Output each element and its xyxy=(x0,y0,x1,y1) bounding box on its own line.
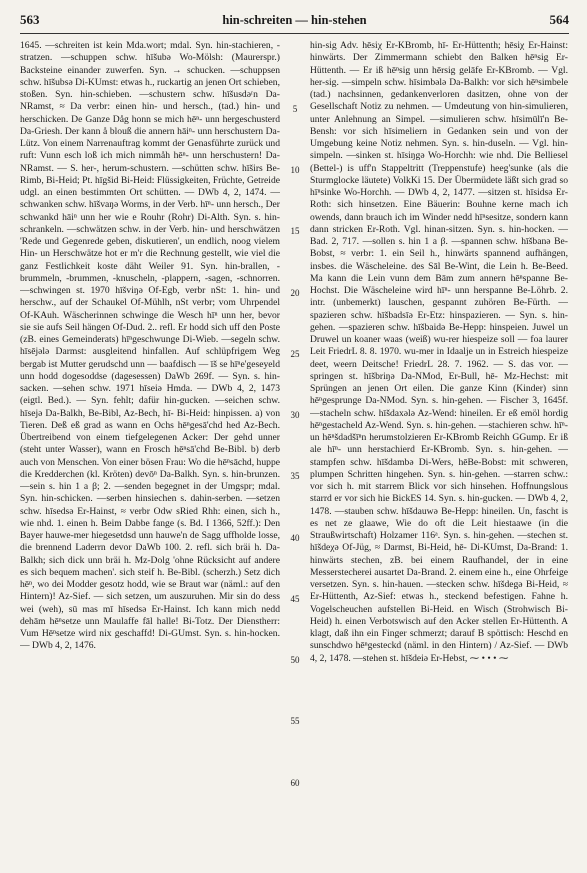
line-number: 40 xyxy=(290,533,300,543)
line-number: 45 xyxy=(290,594,300,604)
line-number: 10 xyxy=(290,165,300,175)
line-number: 15 xyxy=(290,226,300,236)
line-number: 20 xyxy=(290,288,300,298)
page-number-left: 563 xyxy=(20,12,40,27)
line-number-gutter xyxy=(282,40,308,863)
right-column-text: hin-sig Adv. hēsiχ Er-KBromb, hī- Er-Hüttenth; hēsiχ Er-Hainst: hinwärts. Der Zimmermann schiebt den Balken hēⁿsig Er-Hüttenth. — Er iß hēⁿsig unn hērsig gelāfe Er-KBromb. — Vgl. her-sig. —simpeln schw. hīsimbǝlǝ Da-Balkh: vor sich hēⁿsimbele (tad.) nachsinnen, gedankenverloren dasitzen, ohne von der Gesellschaft Notiz zu nehmen. — Umdeutung von hin-simulieren, unter Anlehnung an Simpel. —simulieren schw. hīsimūlī'n Be-Bensh: vor sich hīsimeliern in Gedanken sein und von der Umgebung keine Notiz nehmen. Syn. s. hin-duseln. — Vgl. hin-simpeln. —sinken st. hīsiŋgǝ Wo-Horchh: wie nhd. Die Belliesel (Bettel-) is uff'n Stappeltritt (Treppenstufe) heeg'sunke (als die Sturmglocke läutete) VolkKi 15. Der Übermüdete läßt sich grad so hīⁿsinke Wo-Horchh. — DWb 4, 2, 1477. —sitzen st. hīsidsǝ Er-Roth: sich hinsetzen. Eine Bäuerin: Bouhne kerne mach ich owends, dann brauch ich im Winder nedd hīⁿsesitze, sondern kann dann stricken Er-Roth. Vgl. hinan-sitzen. Syn. s. hin-hocken. — Bad. 2, 717. —sollen s. hin 1 a β. —spannen schw. hīšbanǝ Be-Bobst, ≈ verbr: 1. ein Seil h., hinwärts spannend aufhängen, insbes. die Wäscheleine. des Sāl Be-Wint, die Lein h. Be-Beed. Ma kann die Lein vunn dem Bām zum annern hēⁿspanne Be-Hochst. Die Wäscheleine wird hīⁿ- unn herspanne Be-Löhrb. 2. intr. (unbemerkt) lauschen, gespannt zuhören Be-Fürth. —spazieren schw. hīšbadsīǝ Er-Etz: hinspazieren. — Syn. s. hin-gehen. —spazieren schw. hīšbaidǝ Be-Hepp: hinspeien. Juwel un Druwel un koaner waas (weiß) wu-rer hiespeize soll — foa laurer Leit FriedrL 8. 8. 1970. wu-mer in Idaalje un in Estreich hiespeize deet, weern Deitsche! FriedrL 28. 7. 1962. — S. das vor. —springen st. hīšbriŋǝ Da-NMod, Er-Bull, hē- Mz-Hechst: mit Sprüngen an jenen Ort eilen. Die ganze Kinn (Kinder) sinn hēⁿgesprunge Da-NMod. Syn. s. hin-gehen. — Fischer 3, 1645f. —stacheln schw. hīšdaxǝlǝ Az-Wend: hineilen. Er eß emöl hordig hēⁿgestacheld Az-Wend. Syn. s. hin-gehen. —stachieren schw. hīⁿ- un hēⁿšdadšīⁿn herumstolzieren Er-KBromb Reichh GGump. Er iß ale hīⁿ- unn herstachierd Er-KBromb. Syn. s. hin-gehen. —stampfen schw. hīšdambǝ Di-Wers, hēBe-Bobst: mit schweren, plumpen Schritten hingehen. Syn. s. hin-gehen. —starren schw.: vor sich h. mit starrem Blick vor sich hinsehen. Hoffnungslous starrd er vor sich hie BickES 14. Syn. s. hin-gucken. — DWb 4, 2, 1478. —stauben schw. hīšdauwǝ Be-Hepp: hineilen. Un, fascht is es net ze glaawe, Wie do oft die Leit hiestaawe (in die Straußwirtschaft) Holzamer 116ᵃ. Syn. s. hin-gehen. —stechen st. hīšdeχǝ Of-Jüg, ≈ Darmst, Bi-Heid, hē- Di-KUmst, Da-Brand: 1. hinwärts stechen, zB. bei einem Raufhandel, der in eine Messerstecherei ausartet Da-Brand. 2. einem eine h., eine Ohrfeige versetzen. Syn. s. hin-hauen. —stecken schw. hīšdegǝ Bi-Heid, ≈ Er-Hüttenth, Az-Sief: etwas h., steckend befestigen. Fahne h. Vogelscheuchen aufstellen Bi-Heid. en Wisch (Strohwisch Bi-Heid) h. einen Verbotswisch auf den Acker stellen Er-Hüttenth. A klagt, daß ihn ein Finger schmerzt; darauf B spöttisch: Heschd en sunschdwo hēⁿgesteckd (näml. in den Hintern) / Az-Sief. — DWb 4, 2, 1478. —stehen st. hīšdeiǝ Er-Hebst, ⁓ • • • ⁓ xyxy=(310,40,568,664)
line-number: 50 xyxy=(290,655,300,665)
line-number: 35 xyxy=(290,471,300,481)
running-head: hin-schreiten — hin-stehen xyxy=(222,12,367,27)
left-column xyxy=(20,40,280,863)
line-number: 30 xyxy=(290,410,300,420)
page-header xyxy=(20,10,569,30)
line-number: 25 xyxy=(290,349,300,359)
header-rule xyxy=(20,33,569,34)
line-number: 60 xyxy=(290,778,300,788)
line-number: 55 xyxy=(290,716,300,726)
line-number: 5 xyxy=(292,104,298,114)
left-column-text: 1645. —schreiten ist kein Mda.wort; mdal. Syn. hin-stachieren, -stratzen. —schuppen schw. hīšubǝ Wo-Mölsh: (Maurerspr.) Backsteine einander zuwerfen. Syn. → schucken. —schuppsen schw. hīšubsǝ Di-KUmst: etwas h., ruckartig an jenen Ort schieben, stoßen. Syn. hin-schieben. —schustern schw. hīšusdǝʳn Da-NRamst, ≈ Da verbr: einen hin- und hersch., (tad.) hin- und herschicken. De Ganze Dåg honn se mich hēⁿ- unn hergeschusterd Da-Griesh. Der kann å blouß die annern hāiⁿ- unn herschustern Da-Lütz. Von einem Narrenauftrag kommt der Genasführte zurück und ruft: Vunn esch loß ich mich nimmåh hēⁿ- unn herschustern! Da-NRamst. — S. her-, herum-schustern. —schütten schw. hīširs Be-Rimb, Bi-Heid; Pt. hīgšid Bi-Heid: Flüssigkeiten, Früchte, Getreide udgl. an einen bestimmten Ort schütten. — DWb 4, 2, 1474. —schwanken schw. hīšvaŋǝ Worms, in der Verb. hīⁿ- unn hersch., Der schwankd hāiⁿ unn her wie e Rouhr (Rohr) Di-Alth. Syn. s. hin-schrankeln. —schwätzen schw. in der Verb. hin- und herschwätzen 'Rede und Gegenrede geben, diskutieren', un endlich, noog vielem Hin- un Herschwätze hot er m'r die Rechnung gestellt, wie viel die ganz Festlichkeit koste däht Weiler 91. Syn. hin-brallen, -brummeln, -brummen, -knuscheln, -plappern, -sagen, -schnorren. —schwingen st. 1970 hīšviŋǝ Of-Egb, verbr nSt: 1. hin- und herschw., auf der Schaukel Of-Mühlh, nSt verbr; vom Uhrpendel Of-KAuh. Wäscherinnen schwinge die Wesch hīⁿ unn her, bevor sie sie aufs Seil hängen Of-Dud. 2.. refl. Er hodd sich uff den Poste (zB. eines Gemeinderats) hīⁿgeschwunge Di-Wieb. —segeln schw. hīsējǝlǝ Darmst: ausgleitend hinfallen. Auf schlüpfrigem Weg bergab ist Mutter gerudschd unn — baafdisch — īš se hīⁿe'geseyeld unn hodd dogesoddse (dagesessen) DaWb 269f. — Syn. s. hin-sacken. —sehen schw. 1971 hīseiǝ Hmda. — DWb 4, 2, 1473 (eigtl. Bed.). — Syn. fehlt; dafür hin-gucken. —seichen schw. hīsejǝ Da-Balkh, Be-Bibl, Az-Bech, hī- Bi-Heid: hinpissen. a) von Tieren. Deß eß grad as wann en Ochs hēⁿgesā'chd hed Az-Bech. Übertreibend von einem tiefgelegenen Acker: Der gehd unner (steht unter Wasser), wann en Frosch hēⁿsā'chd Be-Bibl. b) derb auch von Menschen. Von einer bösen Frau: Wo die hēⁿsāchd, huppe die Kredderchen (kl. Kröten) devōⁿ Da-Balkh. Syn. s. hin-brunzen. —sein s. hin 1 a β; 2. —senden begegnet in der Umgspr; mdal. Syn. hin-schicken. —serben hinsiechen s. dahin-serben. —setzen schw. hīsedsǝ Er-Hainst, ≈ verbr Odw sRied Rhh: einen, sich h., wie nhd. 1. einen h. Beim Dabbe fange (s. Bd. I 1366, 52ff.): Den Bayer hauwe-mer hiegesetdsd unn hauwe'n de Sagg uffholde losse, die brennend Laderrn devor DaWb 100. 2. refl. sich bräi h. Da-Balkh; sich dick unn bräi h. Mz-Dolg 'ohne Rücksicht auf andere es sich bequem machen'. sich steif h. Be-Bibl. (scherzh.) Setz dich hēⁿ, wo dei Modder gesotz hodd, wie se Braut war (näml.: auf den Hintern)! Az-Sief. — sich setzen, um auszuruhen. Mir sin do dess wei (weh), sū mas mī hīsedsǝ Er-Hainst. Ich kann mich nedd dehām hēⁿsetze unn Maulaffe fāl halle! Bi-Totz. Der Dienstherr: Vum Hēⁿsetze wird nix geschaffd! Di-GUmst. Syn. s. hin-hocken. — DWb 4, 2, 1476. xyxy=(20,40,280,652)
page-number-right: 564 xyxy=(549,12,569,27)
right-column xyxy=(310,40,568,863)
